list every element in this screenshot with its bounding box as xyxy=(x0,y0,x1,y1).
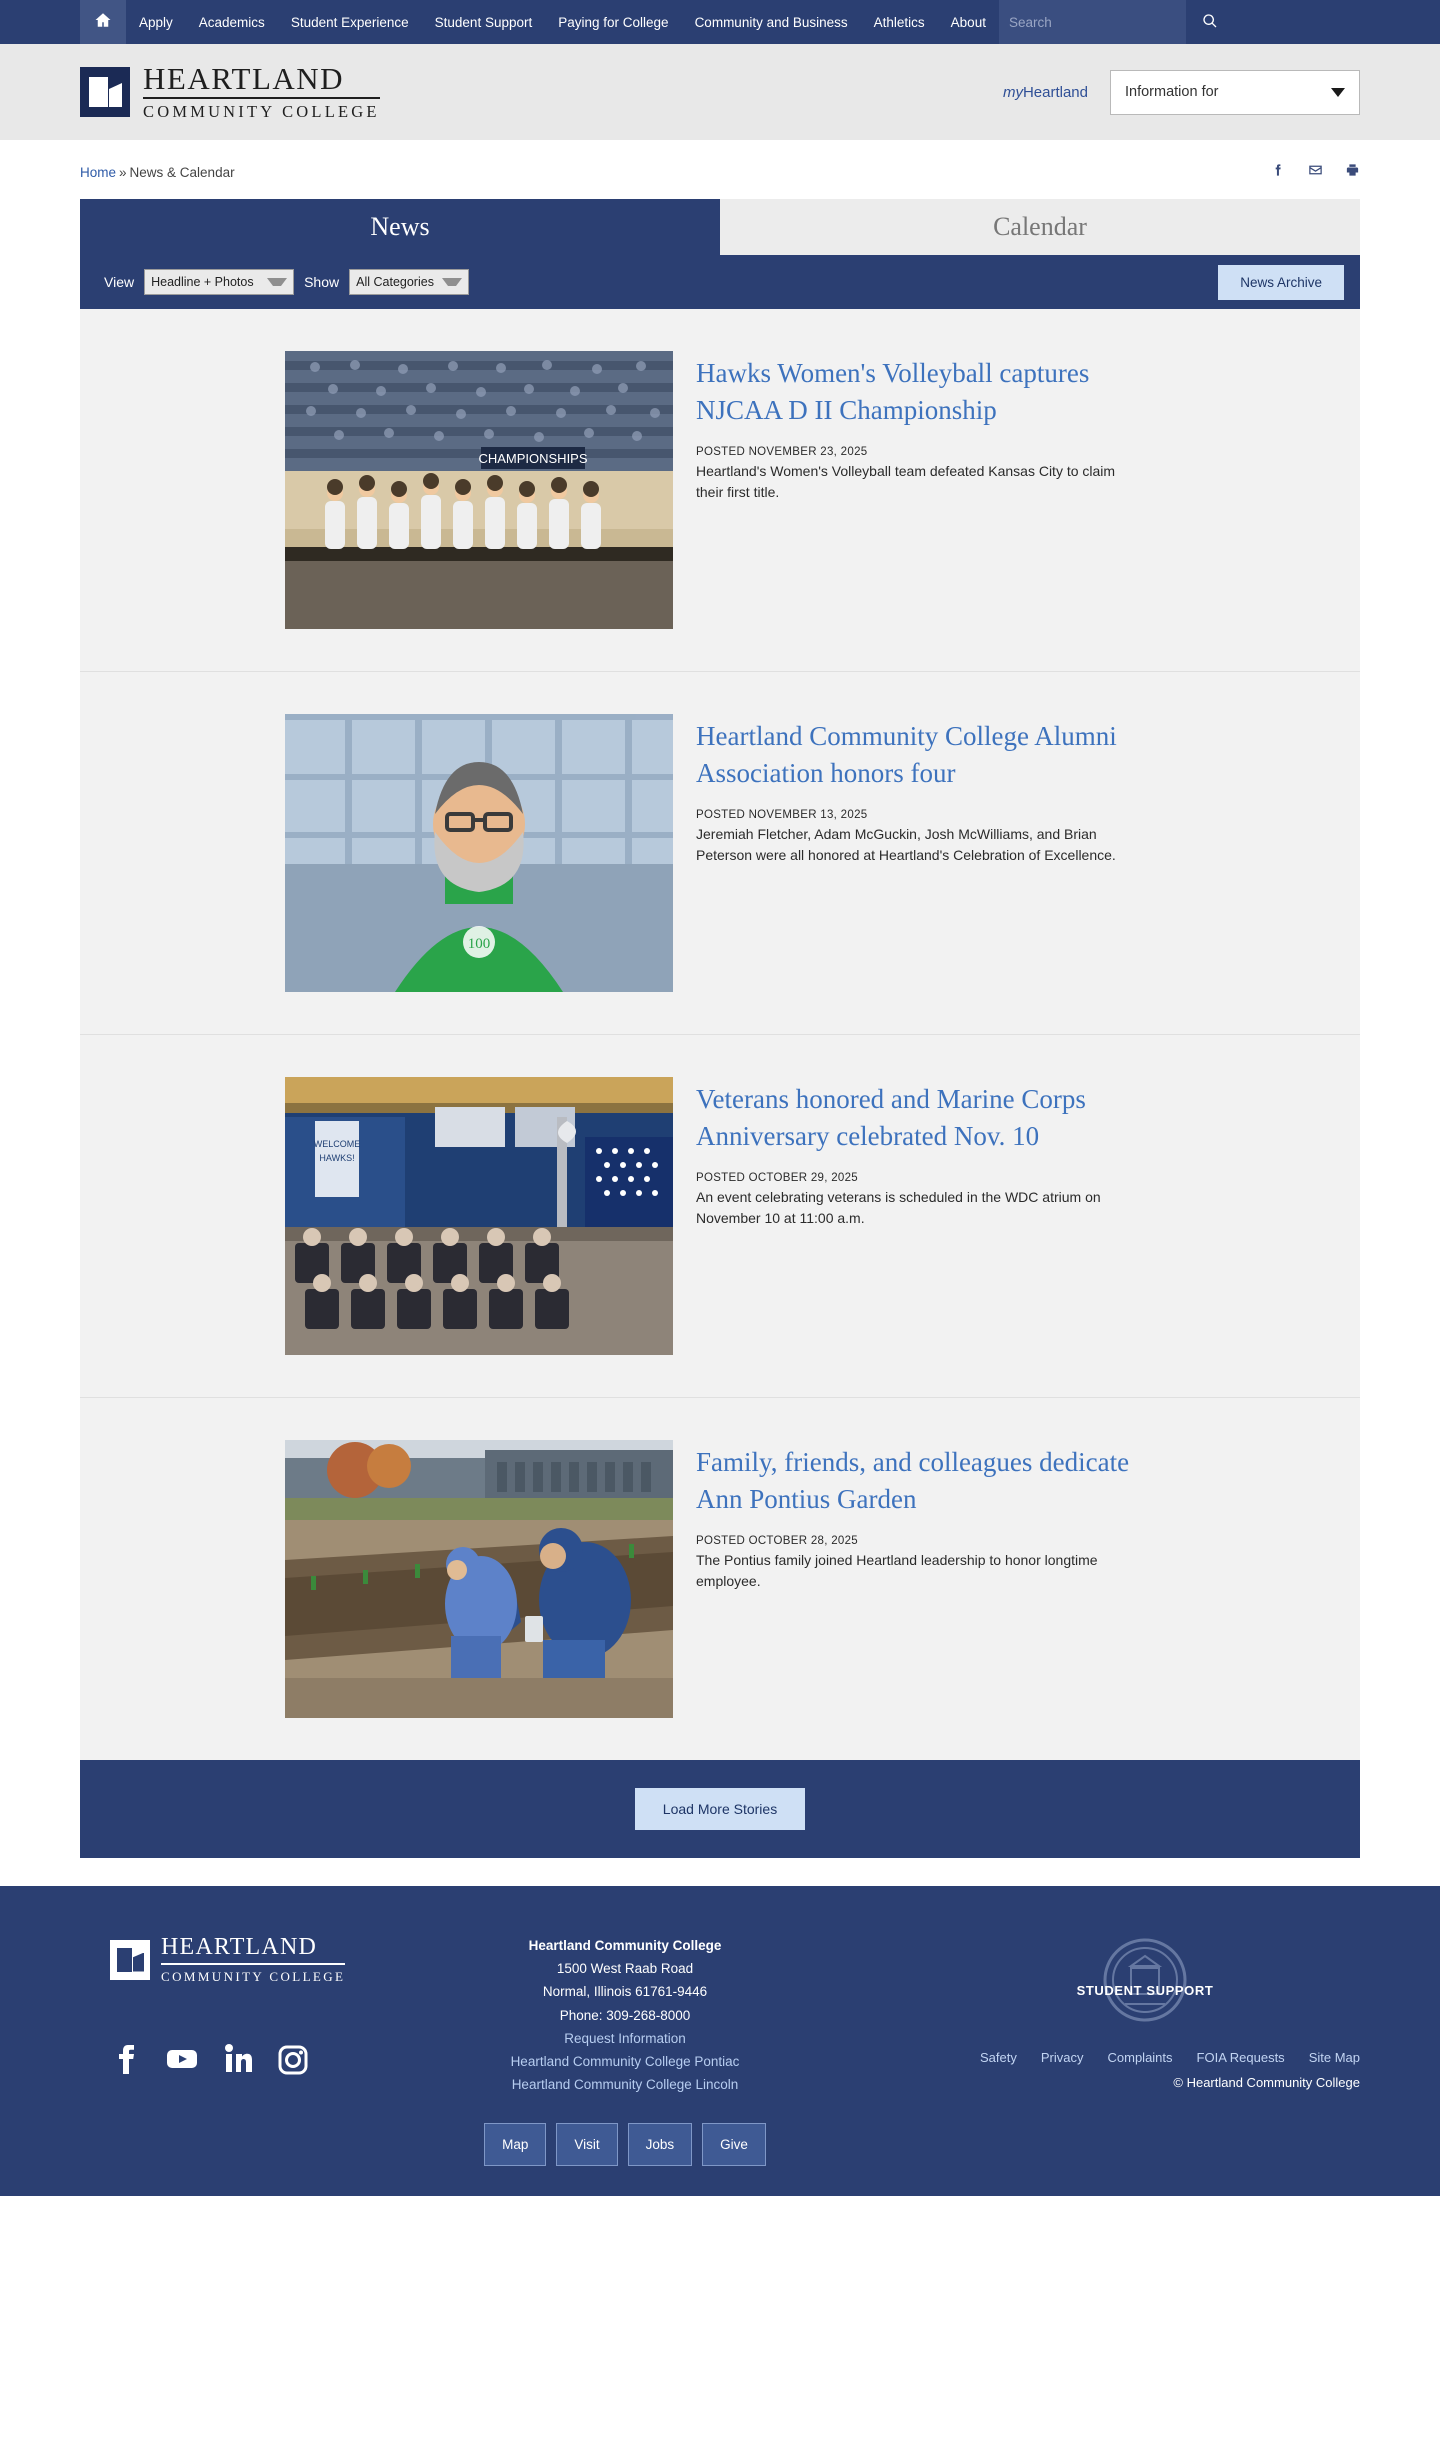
nav-label: Community and Business xyxy=(694,14,848,30)
instagram-icon[interactable] xyxy=(278,2043,308,2080)
footer-address-line2: Normal, Illinois 61761-9446 xyxy=(542,1984,708,2000)
story-summary: Heartland's Women's Volleyball team defeated Kansas City to claim their first title. xyxy=(696,463,1116,501)
complaints-link[interactable]: Complaints xyxy=(1107,2050,1173,2065)
visit-label: Visit xyxy=(574,2136,600,2152)
nav-item-academics[interactable] xyxy=(186,0,278,44)
nav-label: Student Experience xyxy=(290,14,409,30)
svg-text:100: 100 xyxy=(467,936,491,952)
main-content xyxy=(0,199,1440,1858)
show-label: Show xyxy=(304,274,340,290)
view-select[interactable] xyxy=(144,269,294,295)
list-item xyxy=(80,309,1360,672)
jobs-button[interactable] xyxy=(628,2123,693,2166)
tab-news[interactable] xyxy=(80,199,720,255)
breadcrumb-separator: » xyxy=(119,165,127,180)
copyright-text: © Heartland Community College xyxy=(1173,2075,1360,2090)
pontiac-campus-link[interactable]: Heartland Community College Pontiac xyxy=(510,2054,740,2070)
home-icon xyxy=(94,11,112,34)
information-for-dropdown[interactable] xyxy=(1110,70,1360,115)
tab-news-label: News xyxy=(370,212,430,241)
myheartland-link[interactable] xyxy=(1003,84,1088,101)
load-more-label: Load More Stories xyxy=(662,1801,778,1817)
site-header xyxy=(0,44,1440,140)
filter-bar xyxy=(80,255,1360,309)
footer-org-name: Heartland Community College xyxy=(528,1938,722,1953)
footer-logo-column xyxy=(80,1934,460,2080)
site-logo[interactable] xyxy=(80,63,380,121)
footer-right-column xyxy=(930,1934,1360,2090)
show-select-value: All Categories xyxy=(356,275,434,289)
veterans-ceremony-atrium-photo xyxy=(285,1077,673,1355)
load-more-stories-button[interactable] xyxy=(635,1788,805,1830)
story-body xyxy=(696,1440,1146,1718)
myheartland-prefix: my xyxy=(1002,83,1023,101)
tab-calendar-label: Calendar xyxy=(993,212,1087,241)
nav-label: About xyxy=(950,14,986,30)
chevron-down-icon xyxy=(267,278,287,286)
story-body xyxy=(696,1077,1146,1355)
breadcrumb-home-link[interactable]: Home xyxy=(80,165,117,180)
heartland-logo-icon xyxy=(80,67,130,117)
story-thumbnail[interactable] xyxy=(285,1440,673,1718)
nav-item-student-support[interactable] xyxy=(422,0,546,44)
nav-label: Paying for College xyxy=(558,14,669,30)
view-label: View xyxy=(104,274,135,290)
story-body xyxy=(696,351,1146,629)
news-calendar-tabs xyxy=(80,199,1360,255)
breadcrumb-current: News & Calendar xyxy=(129,165,235,180)
footer-logo[interactable] xyxy=(110,1934,460,1985)
facebook-icon[interactable] xyxy=(116,2043,140,2080)
visit-button[interactable] xyxy=(556,2123,617,2166)
myheartland-suffix: Heartland xyxy=(1022,83,1088,101)
nav-label: Athletics xyxy=(873,14,925,30)
share-icon-group xyxy=(1271,162,1360,183)
story-summary: The Pontius family joined Heartland leadership to honor longtime employee. xyxy=(696,1552,1098,1590)
jobs-label: Jobs xyxy=(645,2136,675,2152)
give-button[interactable] xyxy=(702,2123,766,2166)
footer-address-column xyxy=(460,1934,790,2166)
news-archive-button[interactable] xyxy=(1218,265,1344,300)
logo-subtitle: COMMUNITY COLLEGE xyxy=(143,102,380,122)
header-right-controls xyxy=(1003,70,1360,115)
map-button[interactable] xyxy=(484,2123,546,2166)
story-date: POSTED NOVEMBER 13, 2025 xyxy=(696,809,868,822)
list-item xyxy=(80,1398,1360,1760)
nav-item-paying-for-college[interactable] xyxy=(545,0,681,44)
alumni-portrait-green-polo-photo xyxy=(285,714,673,992)
story-summary: An event celebrating veterans is scheduled in the WDC atrium on November 10 at 11:00 a.m. xyxy=(696,1189,1101,1227)
safety-link[interactable]: Safety xyxy=(980,2050,1017,2065)
nav-item-about[interactable] xyxy=(938,0,999,44)
tab-calendar[interactable] xyxy=(720,199,1360,255)
view-select-value: Headline + Photos xyxy=(151,275,254,289)
svg-text:CHAMPIONSHIPS: CHAMPIONSHIPS xyxy=(478,451,588,466)
show-select[interactable] xyxy=(349,269,469,295)
top-navigation-bar xyxy=(0,0,1440,44)
footer-address-line1: 1500 West Raab Road xyxy=(556,1961,694,1977)
map-label: Map xyxy=(502,2136,529,2152)
youtube-icon[interactable] xyxy=(166,2043,198,2080)
chevron-down-icon xyxy=(1331,88,1345,97)
lincoln-campus-link[interactable]: Heartland Community College Lincoln xyxy=(511,2077,739,2093)
print-icon[interactable] xyxy=(1345,162,1360,183)
site-map-link[interactable]: Site Map xyxy=(1308,2050,1360,2065)
nav-label: Academics xyxy=(198,14,265,30)
search-container xyxy=(999,0,1186,44)
nav-label: Apply xyxy=(139,14,173,30)
story-thumbnail[interactable] xyxy=(285,351,673,629)
information-for-label: Information for xyxy=(1125,84,1219,100)
news-story-list xyxy=(80,309,1360,1760)
story-title-link[interactable]: Family, friends, and colleagues dedicate Ann Pontius Garden xyxy=(696,1447,1130,1514)
list-item xyxy=(80,1035,1360,1398)
story-date: POSTED NOVEMBER 23, 2025 xyxy=(696,446,868,459)
garden-planting-dedication-photo xyxy=(285,1440,673,1718)
story-thumbnail[interactable] xyxy=(285,714,673,992)
svg-text:HAWKS!: HAWKS! xyxy=(319,1153,355,1163)
college-seal-icon xyxy=(1095,1934,1195,2029)
heartland-logo-icon xyxy=(110,1940,150,1980)
story-title-link[interactable]: Veterans honored and Marine Corps Anniversary celebrated Nov. 10 xyxy=(696,1084,1086,1151)
email-icon[interactable] xyxy=(1308,162,1323,183)
news-archive-label: News Archive xyxy=(1240,274,1322,290)
site-footer xyxy=(0,1886,1440,2196)
nav-item-student-experience[interactable] xyxy=(278,0,422,44)
story-date: POSTED OCTOBER 28, 2025 xyxy=(696,1535,858,1548)
logo-title: HEARTLAND xyxy=(143,63,380,99)
breadcrumb xyxy=(80,165,235,180)
privacy-link[interactable]: Privacy xyxy=(1040,2050,1084,2065)
chevron-down-icon xyxy=(442,278,462,286)
nav-item-community-and-business[interactable] xyxy=(682,0,861,44)
search-button[interactable] xyxy=(1196,0,1224,44)
volleyball-team-championship-photo xyxy=(285,351,673,629)
nav-label: Student Support xyxy=(434,14,533,30)
linkedin-icon[interactable] xyxy=(224,2043,252,2080)
search-input[interactable] xyxy=(999,0,1196,44)
request-information-link[interactable]: Request Information xyxy=(564,2030,686,2046)
breadcrumb-bar xyxy=(0,140,1440,199)
footer-logo-title: HEARTLAND xyxy=(161,1934,345,1965)
story-title-link[interactable]: Hawks Women's Volleyball captures NJCAA D II Championship xyxy=(696,358,1090,425)
story-thumbnail[interactable] xyxy=(285,1077,673,1355)
footer-phone: Phone: 309-268-8000 xyxy=(559,2007,691,2023)
facebook-icon[interactable] xyxy=(1271,162,1286,183)
search-icon xyxy=(1202,13,1218,32)
story-title-link[interactable]: Heartland Community College Alumni Association honors four xyxy=(696,721,1117,788)
foia-requests-link[interactable]: FOIA Requests xyxy=(1196,2050,1285,2065)
nav-item-athletics[interactable] xyxy=(861,0,938,44)
load-more-bar xyxy=(80,1760,1360,1858)
nav-item-apply[interactable] xyxy=(126,0,186,44)
story-date: POSTED OCTOBER 29, 2025 xyxy=(696,1172,858,1185)
footer-logo-subtitle: COMMUNITY COLLEGE xyxy=(161,1969,346,1984)
give-label: Give xyxy=(720,2136,748,2152)
footer-button-group xyxy=(460,2123,790,2166)
story-summary: Jeremiah Fletcher, Adam McGuckin, Josh McWilliams, and Brian Peterson were all honored at Heartland's Celebration of Excellence. xyxy=(696,826,1116,864)
footer-bottom-links xyxy=(930,2050,1360,2065)
student-support-label: STUDENT SUPPORT xyxy=(1076,1983,1214,1998)
home-nav-button[interactable] xyxy=(80,0,126,44)
social-links xyxy=(110,2043,460,2080)
story-body xyxy=(696,714,1146,992)
list-item xyxy=(80,672,1360,1035)
svg-text:WELCOME: WELCOME xyxy=(313,1139,361,1149)
